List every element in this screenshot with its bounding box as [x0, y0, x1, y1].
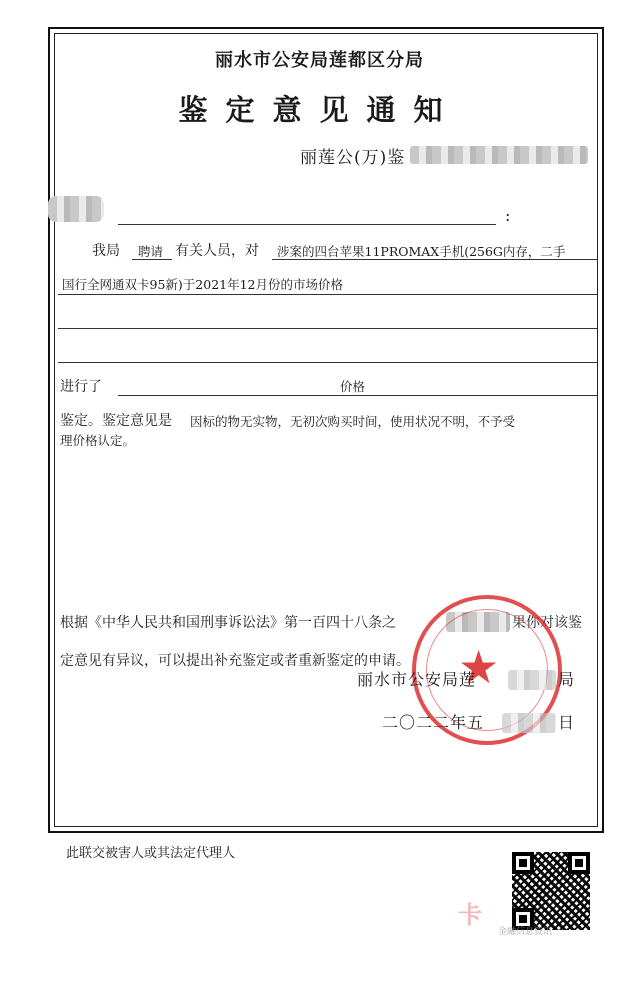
- addressee-underline: [118, 224, 496, 225]
- line4-lead: 鉴定。鉴定意见是: [60, 413, 172, 429]
- line1-underline-a: [132, 259, 172, 260]
- redacted-doc-number: [410, 146, 588, 164]
- blank-underline-2: [58, 362, 597, 363]
- issuing-agency: 丽水市公安局莲都区分局: [215, 50, 424, 71]
- legal-notice-line2: 定意见有异议，可以提出补充鉴定或者重新鉴定的申请。: [60, 653, 410, 669]
- line2-underline: [58, 294, 597, 295]
- watermark-caption: 金融信息资讯: [498, 927, 553, 937]
- line5-filled: 理价格认定。: [60, 433, 136, 448]
- signing-date-suffix: 日: [558, 713, 575, 732]
- line1-filled-a: 聘请: [138, 244, 164, 259]
- legal-notice-line1-b: 果你对该鉴: [512, 615, 582, 631]
- redacted-addressee: [48, 196, 104, 222]
- line4-filled: 因标的物无实物，无初次购买时间，使用状况不明，不予受: [190, 414, 516, 429]
- document-title: 鉴定意见通知: [178, 93, 461, 127]
- qr-code-icon: [512, 852, 590, 930]
- line1-lead: 我局: [92, 243, 120, 259]
- addressee-colon: :: [505, 206, 511, 225]
- line1-filled-b: 涉案的四台苹果11PROMAX手机(256G内存，二手: [277, 244, 566, 259]
- line3-filled: 价格: [340, 379, 366, 394]
- line3-underline: [118, 395, 597, 396]
- line2-filled: 国行全网通双卡95新)于2021年12月份的市场价格: [62, 277, 344, 292]
- document-number: 丽莲公(万)鉴: [300, 148, 406, 168]
- redacted-signing-agency: [508, 670, 556, 690]
- footer-note: 此联交被害人或其法定代理人: [66, 846, 236, 861]
- signing-agency: 丽水市公安局莲: [357, 670, 477, 689]
- legal-notice-line1-a: 根据《中华人民共和国刑事诉讼法》第一百四十八条之: [60, 615, 396, 631]
- line1-mid: 有关人员，对: [175, 243, 259, 259]
- watermark-logo: 卡: [458, 901, 482, 929]
- signing-agency-suffix: 局: [558, 670, 575, 689]
- line1-underline-b: [272, 259, 597, 260]
- signing-date: 二〇二二年五: [382, 713, 485, 732]
- seal-star-icon: ★: [458, 640, 500, 694]
- line3-lead: 进行了: [60, 379, 102, 395]
- blank-underline-1: [58, 328, 597, 329]
- redacted-signing-date: [502, 713, 556, 733]
